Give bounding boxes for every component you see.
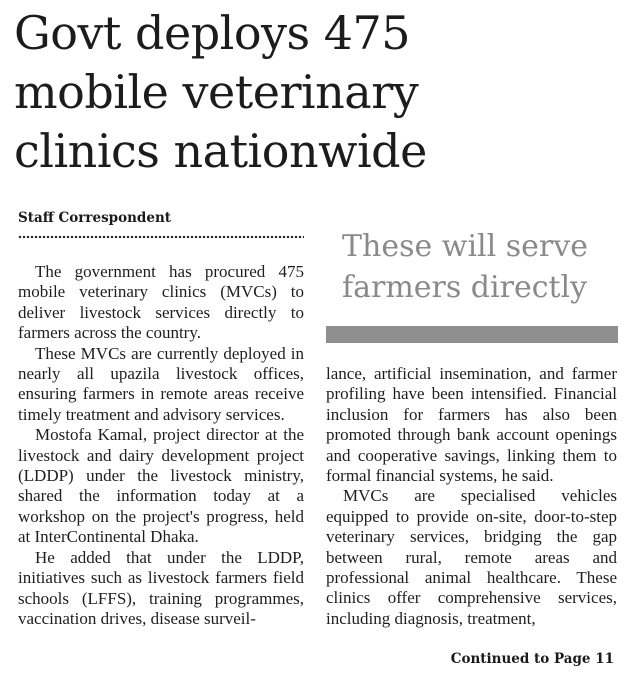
headline-line: mobile veterinary: [14, 65, 419, 119]
headline-line: Govt deploys 475: [14, 6, 411, 60]
pull-quote-line: farmers directly: [342, 270, 588, 305]
pull-quote-bar: [326, 326, 618, 343]
paragraph: MVCs are specialised vehicles equipped to provide on-site, door-to-step veterinary services, bridging the gap between rural, remote areas and professional animal healthcare. These clinics offer comprehensive services, including diagnosis, treatment,: [326, 486, 617, 628]
paragraph: Mostofa Kamal, project director at the livestock and dairy development project (LDDP) under the livestock ministry, shared the information today at a workshop on the project's progress, held at InterContinental Dhaka.: [18, 425, 304, 547]
paragraph: These MVCs are currently deployed in nearly all upazila livestock offices, ensuring farmers in remote areas receive timely treatment and advisory services.: [18, 343, 304, 424]
paragraph: lance, artificial insemination, and farmer profiling have been intensified. Financial inclusion for farmers has also been promoted through bank account openings and cooperative savings, linking them to formal financial systems, he said.: [326, 364, 617, 486]
dotted-divider: [18, 235, 304, 239]
pull-quote: [342, 226, 622, 308]
right-column: [326, 364, 617, 629]
pull-quote-line: These will serve: [342, 229, 588, 264]
paragraph: The government has procured 475 mobile veterinary clinics (MVCs) to deliver livestock services directly to farmers across the country.: [18, 262, 304, 343]
headline: [14, 4, 624, 181]
continued-link[interactable]: Continued to Page 11: [450, 651, 614, 667]
paragraph: He added that under the LDDP, initiatives such as livestock farmers field schools (LFFS), training programmes, vaccination drives, disease surveil-: [18, 547, 304, 628]
left-column: [18, 262, 304, 629]
byline: Staff Correspondent: [18, 210, 172, 226]
headline-line: clinics nationwide: [14, 124, 427, 178]
